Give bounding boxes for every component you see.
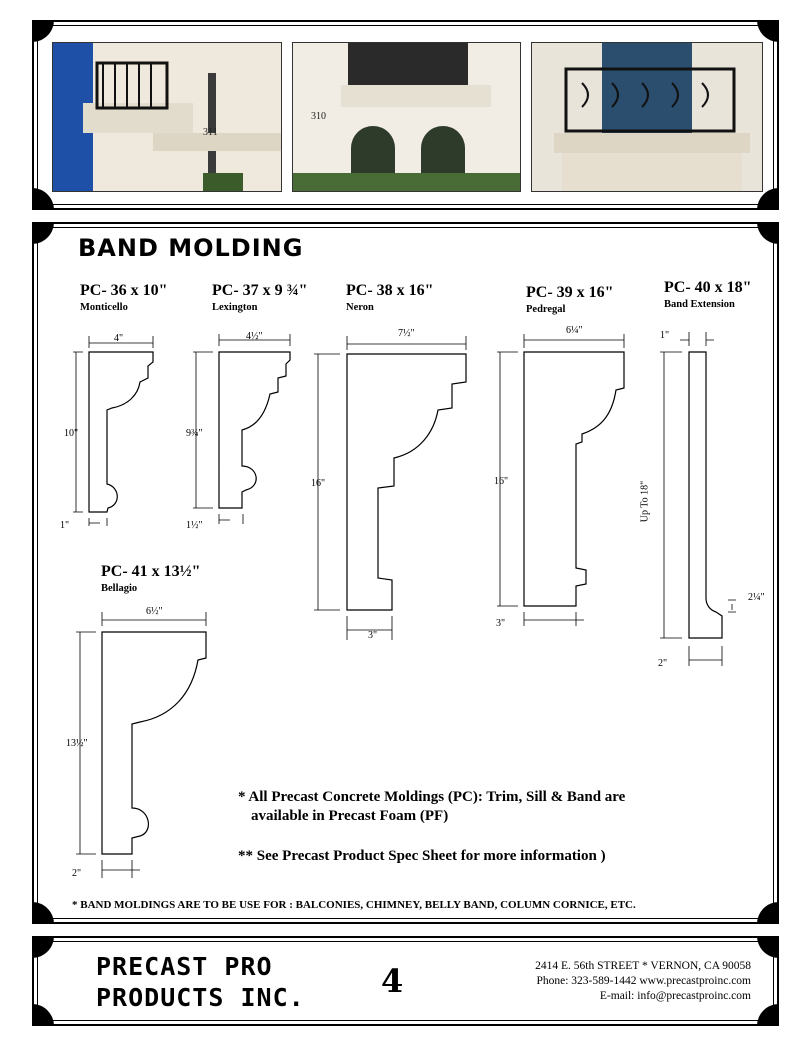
page-number: 4 (381, 962, 404, 1000)
dim-pc37-bottom: 1½" (186, 520, 203, 531)
dim-pc39-bottom: 3" (496, 618, 506, 629)
dim-pc38-bottom: 3" (368, 630, 378, 641)
product-code-pc40: PC- 40 x 18" (664, 279, 752, 296)
dim-pc41-top: 6½" (146, 606, 163, 617)
company-name-line1: PRECAST PRO (96, 952, 273, 981)
dim-pc41-bottom: 2" (72, 868, 82, 879)
dim-pc40-top: 1" (660, 330, 670, 341)
dim-pc37-height: 9¾" (186, 428, 203, 439)
dim-pc36-top: 4" (114, 333, 124, 344)
product-code-pc38: PC- 38 x 16" (346, 282, 434, 299)
dim-pc36-height: 10" (64, 428, 79, 439)
product-code-pc36: PC- 36 x 10" (80, 282, 168, 299)
note-precast-foam-line1: * All Precast Concrete Moldings (PC): Trim, Sill & Band are (238, 789, 626, 805)
company-phone-website: Phone: 323-589-1442 www.precastproinc.com (536, 975, 751, 987)
product-name-pc36: Monticello (80, 302, 128, 313)
dim-pc37-top: 4½" (246, 331, 263, 342)
svg-text:311: 311 (203, 127, 218, 138)
balcony-photo-311 (52, 42, 282, 192)
dim-pc39-height: 16" (494, 476, 509, 487)
product-name-pc37: Lexington (212, 302, 258, 313)
dim-pc36-bottom: 1" (60, 520, 70, 531)
product-code-pc39: PC- 39 x 16" (526, 284, 614, 301)
page-title: BAND MOLDING (78, 234, 304, 262)
dim-pc40-side: 2¼" (748, 592, 765, 603)
svg-text:310: 310 (311, 111, 326, 122)
product-name-pc41: Bellagio (101, 583, 138, 594)
company-email: E-mail: info@precastproinc.com (599, 990, 751, 1002)
usage-footnote: * BAND MOLDINGS ARE TO BE USE FOR : BALCONIES, CHIMNEY, BELLY BAND, COLUMN CORNICE, ETC. (72, 899, 636, 911)
product-name-pc39: Pedregal (526, 304, 566, 315)
balcony-photo-railing (531, 42, 763, 192)
dim-pc41-height: 13½" (66, 738, 88, 749)
balcony-photo-310 (292, 42, 521, 192)
product-name-pc40: Band Extension (664, 299, 735, 310)
product-code-pc41: PC- 41 x 13½" (101, 563, 201, 580)
dim-pc38-top: 7½" (398, 328, 415, 339)
note-precast-foam (238, 788, 625, 826)
dim-pc40-height: Up To 18" (639, 480, 651, 523)
company-name-line2: PRODUCTS INC. (96, 983, 305, 1012)
product-code-pc37: PC- 37 x 9 ¾" (212, 282, 308, 299)
dim-pc38-height: 16" (311, 478, 326, 489)
product-name-pc38: Neron (346, 302, 374, 313)
note-precast-foam-line2: available in Precast Foam (PF) (251, 808, 449, 824)
dim-pc39-top: 6¼" (566, 325, 583, 336)
company-address: 2414 E. 56th STREET * VERNON, CA 90058 (535, 960, 751, 972)
note-spec-sheet: ** See Precast Product Spec Sheet for more information ) (238, 848, 606, 864)
dim-pc40-bottom: 2" (658, 658, 668, 669)
